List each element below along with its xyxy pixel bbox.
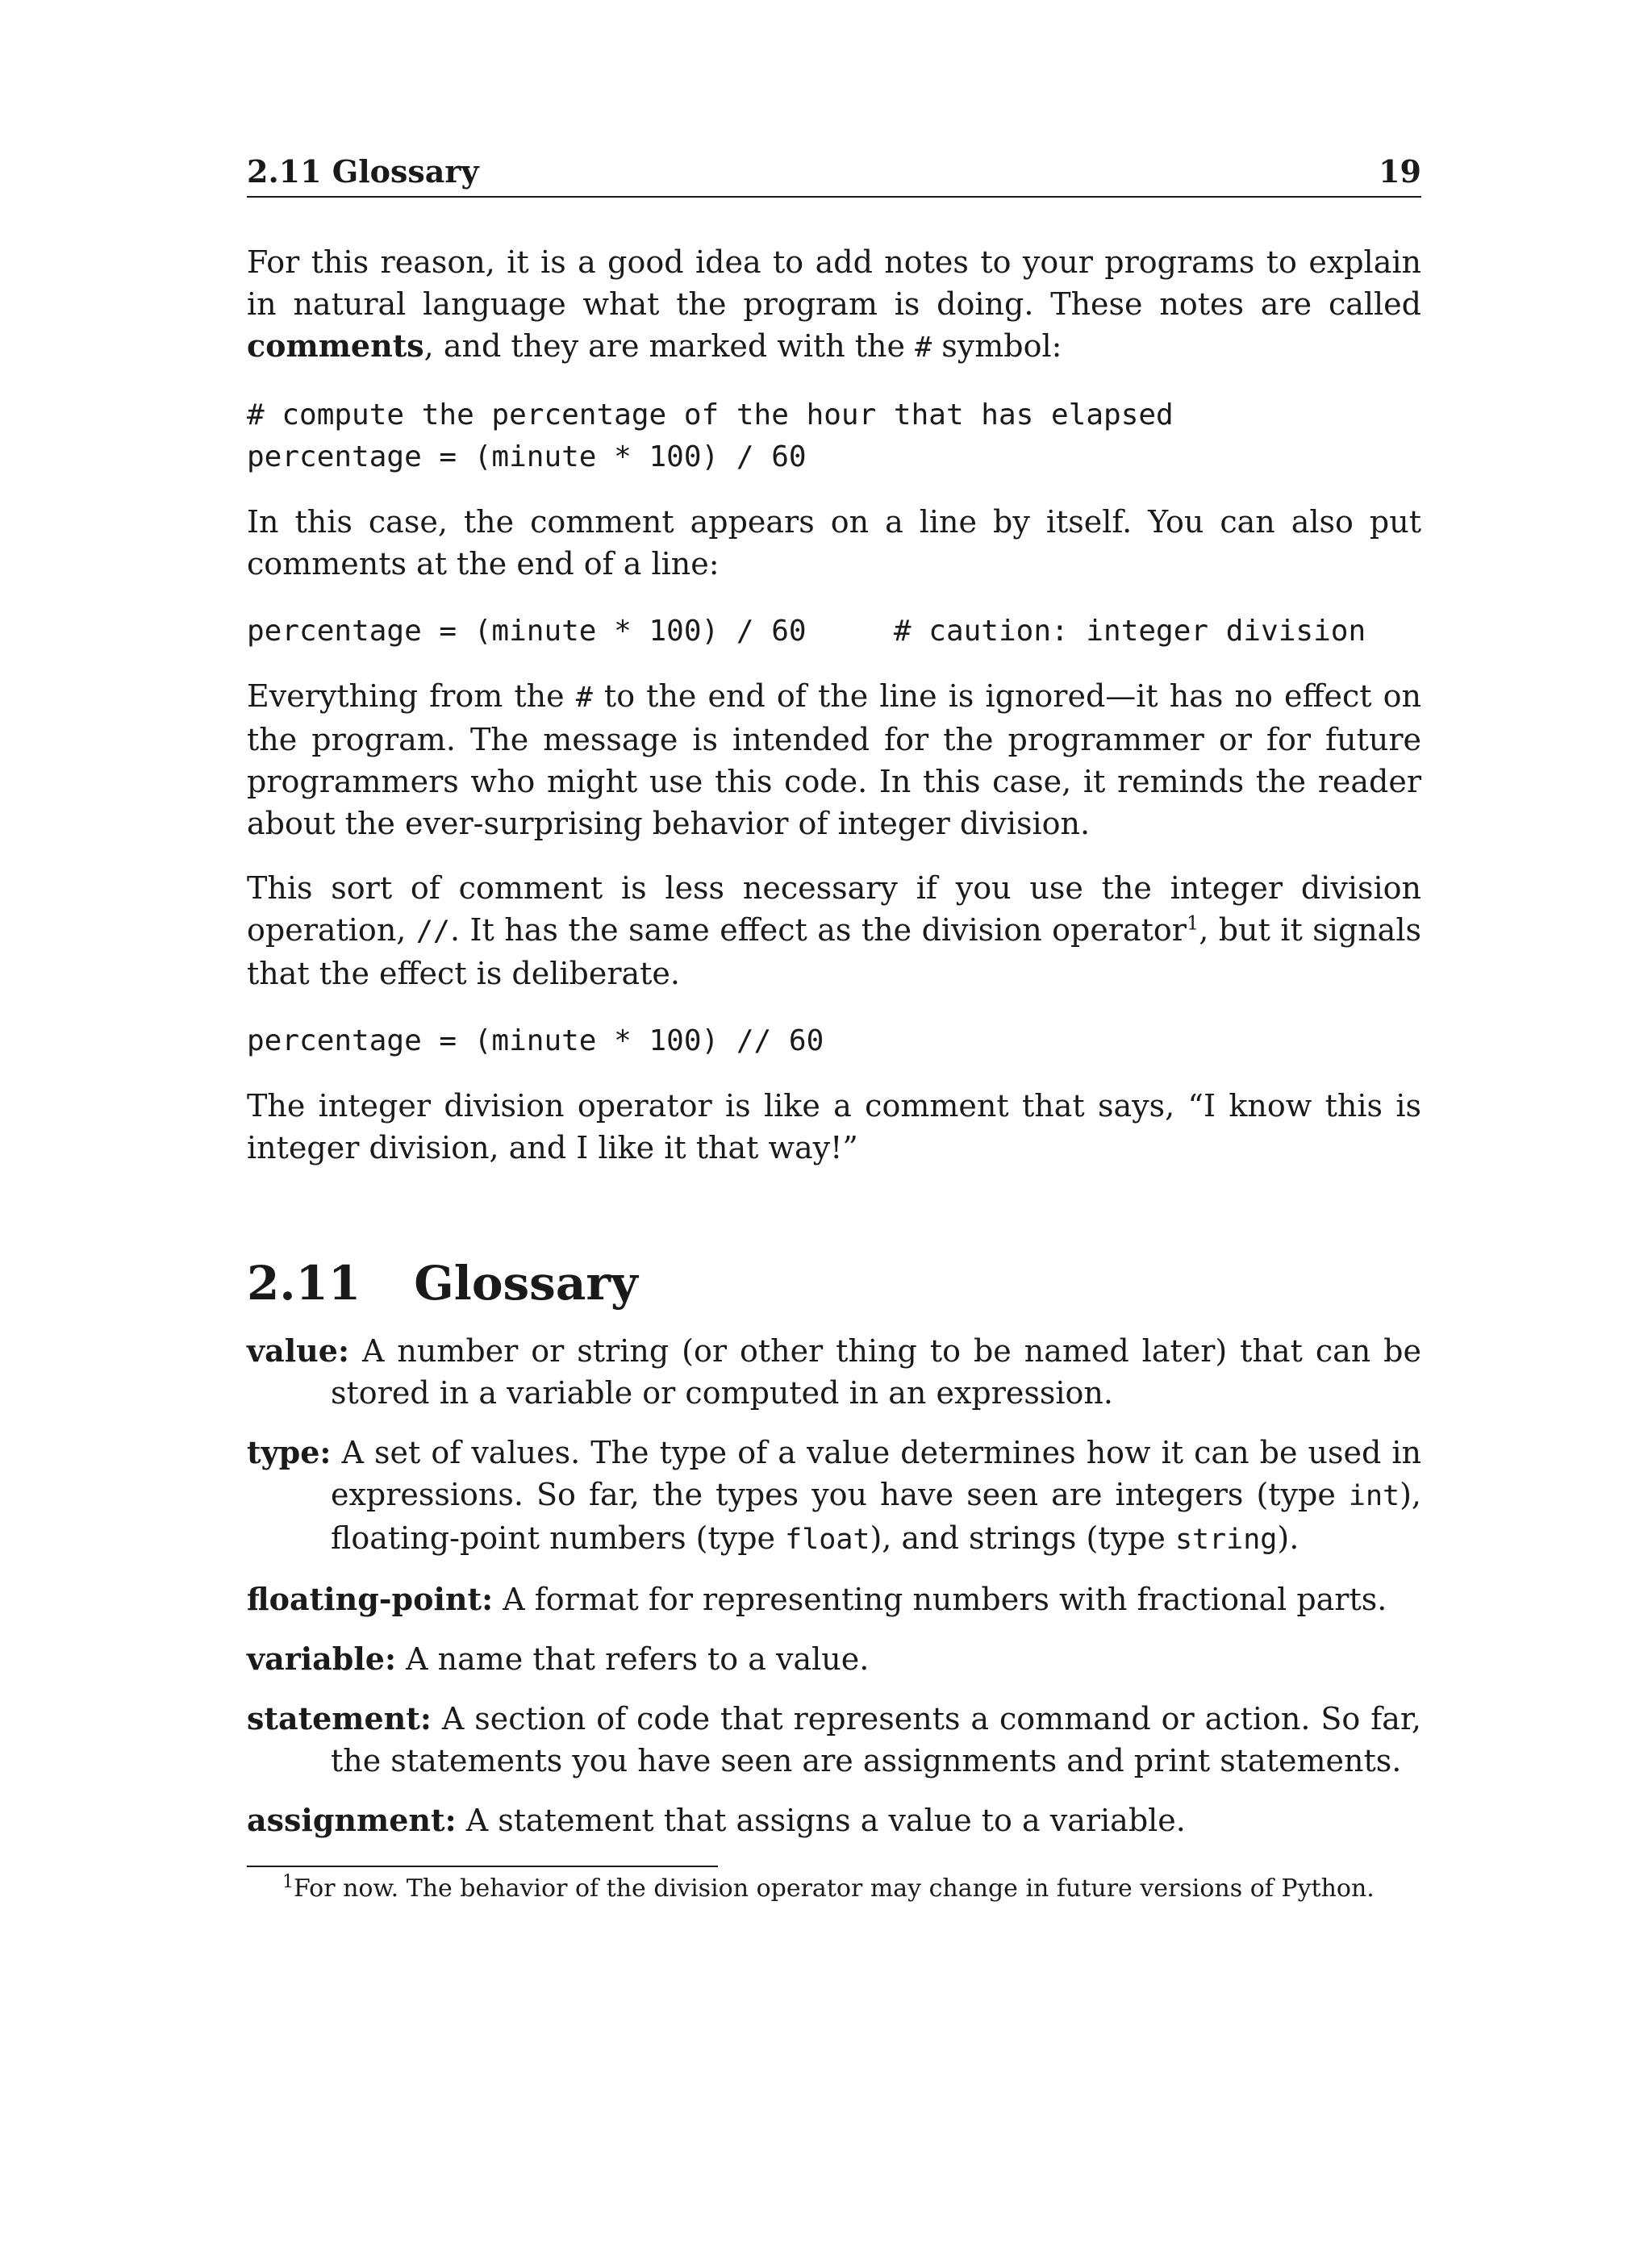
- paragraph-comment-end-of-line: In this case, the comment appears on a line by itself. You can also put comments at the end of a line:: [247, 504, 1421, 582]
- code-block-comment-line: # compute the percentage of the hour that has elapsed percentage = (minute * 100) / 60: [247, 398, 1174, 473]
- glossary-definition: A format for representing numbers with fractional parts.: [493, 1582, 1387, 1617]
- text-run: to the end of the line is ignored—it has no effect on the program. The message is intended for the programmer or for future programmers who might use this code. In this case, it reminds the reader about the ever-surprising behavior of integer division.: [247, 678, 1421, 841]
- floor-division-operator: //: [415, 915, 450, 948]
- glossary-entry-assignment: [247, 1799, 1421, 1841]
- glossary-definition: ), and strings (type: [870, 1520, 1175, 1556]
- footnote-reference[interactable]: 1: [1186, 911, 1199, 935]
- hash-symbol: #: [915, 331, 932, 364]
- text-run: , but it signals that the effect is deliberate.: [247, 912, 1421, 991]
- glossary-definition: A set of values. The type of a value determines how it can be used in expressions. So far, the types you have seen are integers (type: [331, 1435, 1421, 1512]
- footnote-rule: [247, 1866, 718, 1867]
- glossary-definition: A name that refers to a value.: [396, 1641, 870, 1677]
- glossary-entry-type: [247, 1432, 1421, 1561]
- glossary-definition: A section of code that represents a command or action. So far, the statements you have seen are assignments and print statements.: [331, 1701, 1421, 1778]
- running-head: [247, 153, 1421, 198]
- glossary-term: type:: [247, 1434, 332, 1470]
- glossary-entry-value: [247, 1330, 1421, 1414]
- footnote: [247, 1872, 1421, 1906]
- glossary-term: value:: [247, 1332, 349, 1369]
- text-run: symbol:: [932, 328, 1062, 364]
- glossary-definition: A statement that assigns a value to a variable.: [456, 1803, 1186, 1838]
- text-run: Everything from the: [247, 678, 576, 714]
- glossary-term: assignment:: [247, 1802, 457, 1838]
- section-heading: [247, 1256, 1421, 1311]
- paragraph-ignored: [247, 675, 1421, 844]
- glossary-entry-statement: [247, 1698, 1421, 1782]
- glossary-entry-variable: [247, 1638, 1421, 1680]
- text-run: , and they are marked with the: [423, 328, 916, 364]
- code-int: int: [1348, 1480, 1400, 1512]
- term-comments: comments: [247, 327, 424, 364]
- text-run: This sort of comment is less necessary if you use the integer division operation,: [247, 870, 1421, 948]
- paragraph-comments-intro: [247, 241, 1421, 369]
- running-head-section: 2.11 Glossary: [247, 153, 479, 190]
- glossary-definition: ).: [1277, 1520, 1299, 1556]
- code-string: string: [1174, 1524, 1278, 1556]
- text-run: . It has the same effect as the division operator: [450, 912, 1187, 948]
- hash-symbol: #: [575, 682, 593, 714]
- footnote-text: For now. The behavior of the division operator may change in future versions of Python.: [294, 1874, 1375, 1903]
- glossary-term: variable:: [247, 1641, 396, 1677]
- code-block-inline-comment: percentage = (minute * 100) / 60 # caution: integer division: [247, 615, 1366, 648]
- text-run: For this reason, it is a good idea to add notes to your programs to explain in natural language what the program is doing. These notes are called: [247, 244, 1421, 322]
- paragraph-integer-division: [247, 867, 1421, 994]
- code-block-floor-division: percentage = (minute * 100) // 60: [247, 1024, 824, 1057]
- section-number: 2.11: [247, 1256, 361, 1311]
- glossary-definition: A number or string (or other thing to be named later) that can be stored in a variable or computed in an expression.: [331, 1333, 1421, 1411]
- glossary-entry-floating-point: [247, 1578, 1421, 1620]
- paragraph-integer-operator-comment: The integer division operator is like a comment that says, “I know this is integer division, and I like it that way!”: [247, 1088, 1421, 1165]
- glossary-term: floating-point:: [247, 1581, 494, 1617]
- page-number: 19: [1379, 153, 1421, 190]
- code-float: float: [785, 1524, 870, 1556]
- glossary-definition: ), floating-point numbers (type: [331, 1477, 1421, 1556]
- page: [247, 153, 1421, 1906]
- footnote-mark: 1: [282, 1872, 294, 1892]
- section-title: Glossary: [414, 1256, 638, 1311]
- glossary-term: statement:: [247, 1700, 432, 1737]
